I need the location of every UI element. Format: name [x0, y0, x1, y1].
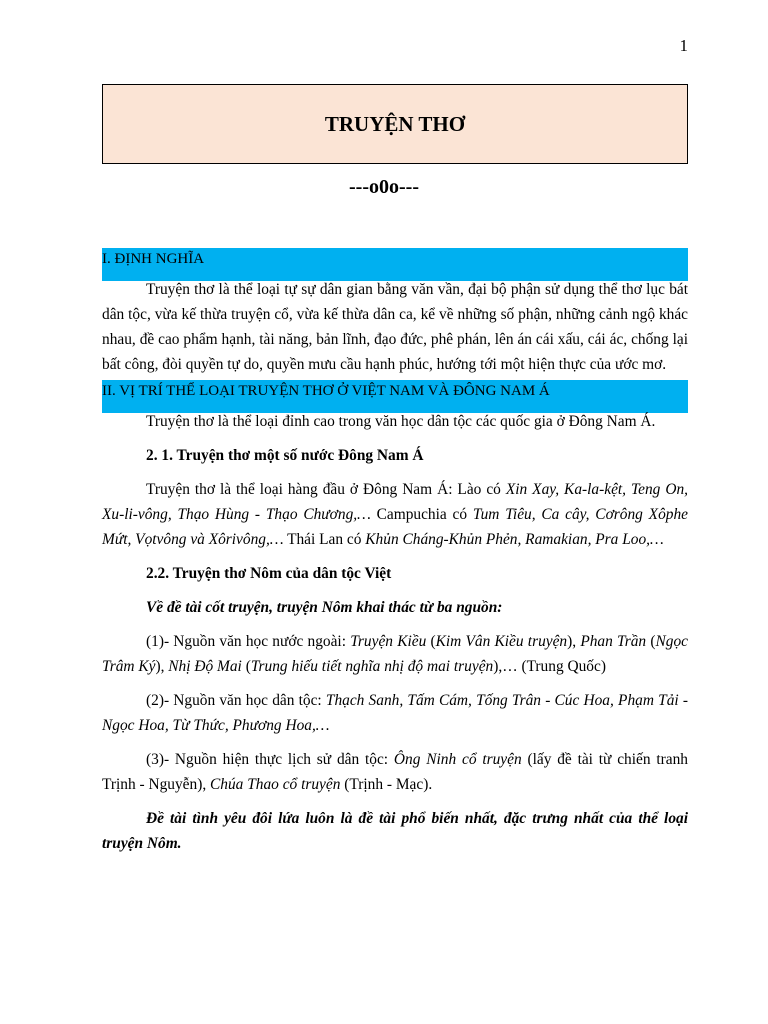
section-2-heading: II. VỊ TRÍ THỂ LOẠI TRUYỆN THƠ Ở VIỆT NAM VÀ ĐÔNG NAM Á: [102, 380, 688, 413]
conclusion-paragraph: Đề tài tình yêu đôi lứa luôn là đề tài phổ biến nhất, đặc trưng nhất của thể loại truyện Nôm.: [102, 810, 688, 852]
source-item-2: [102, 688, 688, 738]
text-run: (2)- Nguồn văn học dân tộc:: [146, 692, 326, 709]
work-title: Ông Ninh cổ truyện: [393, 751, 522, 768]
text-run: Thái Lan có: [283, 531, 366, 548]
title-box: [102, 84, 688, 164]
page-title: TRUYỆN THƠ: [324, 111, 466, 136]
text-run: ),: [567, 633, 581, 650]
text-run: (: [426, 633, 436, 650]
source-item-3: [102, 747, 688, 797]
section-2-intro: Truyện thơ là thể loại đỉnh cao trong văn học dân tộc các quốc gia ở Đông Nam Á.: [146, 413, 656, 430]
subsection-2-1-paragraph: [102, 477, 688, 552]
page-number: 1: [679, 36, 688, 55]
text-run: (: [241, 658, 251, 675]
work-title: Kim Vân Kiều truyện: [435, 633, 568, 650]
text-run: (: [646, 633, 656, 650]
text-run: Truyện thơ là thể loại hàng đầu ở Đông Nam Á: Lào có: [146, 481, 506, 498]
thailand-works: Khủn Cháng-Khủn Phẻn, Ramakian, Pra Loo,…: [365, 531, 664, 548]
definition-paragraph: Truyện thơ là thể loại tự sự dân gian bằng văn vần, đại bộ phận sử dụng thể thơ lục bát dân tộc, vừa kế thừa truyện cổ, vừa kế thừa dân ca, kể về những số phận, những cảnh ngộ khác nhau, đề cao phẩm hạnh, tài năng, bản lĩnh, đạo đức, phê phán, lên án cái xấu, cái ác, chống lại bất công, đòi quyền tự do, quyền mưu cầu hạnh phúc, hướng tới một hiện thực của ước mơ.: [102, 281, 688, 373]
work-title: Nhị Độ Mai: [168, 658, 242, 675]
subsection-2-1-title: 2. 1. Truyện thơ một số nước Đông Nam Á: [146, 447, 424, 464]
text-run: ),: [155, 658, 169, 675]
text-run: (Trịnh - Mạc).: [340, 776, 433, 793]
text-run: ),… (Trung Quốc): [493, 658, 606, 675]
work-title: Phan Trần: [580, 633, 647, 650]
work-titles: Thạch Sanh, Tấm Cám, Tống Trân - Cúc Hoa, Phạm Tải - Ngọc Hoa, Từ Thức, Phương Hoa,…: [102, 692, 689, 734]
text-run: (1)- Nguồn văn học nước ngoài:: [146, 633, 351, 650]
text-run: Campuchia có: [370, 506, 473, 523]
work-title: Trung hiếu tiết nghĩa nhị độ mai truyện: [250, 658, 494, 675]
section-1-heading: I. ĐỊNH NGHĨA: [102, 248, 688, 281]
subsection-2-2-lead: Về đề tài cốt truyện, truyện Nôm khai thác từ ba nguồn:: [146, 599, 503, 616]
source-item-1: [102, 629, 688, 679]
lao-works: Xin Xay, Ka-la-kệt, Teng On, Xu-li-vông, Thạo Hùng - Thạo Chương,…: [102, 481, 688, 523]
cambodia-works: Tum Tiêu, Ca cây, Cơrông Xôphe Mứt, Vọtvông và Xôrivông,…: [102, 506, 688, 548]
title-separator: ---o0o---: [349, 176, 419, 198]
work-title: Chúa Thao cổ truyện: [210, 776, 341, 793]
work-title: Truyện Kiều: [350, 633, 427, 650]
document-body: [102, 248, 688, 856]
work-title: Ngọc Trâm Ký: [102, 633, 688, 675]
text-run: (lấy đề tài từ chiến tranh Trịnh - Nguyễn),: [102, 751, 688, 793]
text-run: (3)- Nguồn hiện thực lịch sử dân tộc:: [146, 751, 394, 768]
subsection-2-2-title: 2.2. Truyện thơ Nôm của dân tộc Việt: [146, 565, 392, 582]
